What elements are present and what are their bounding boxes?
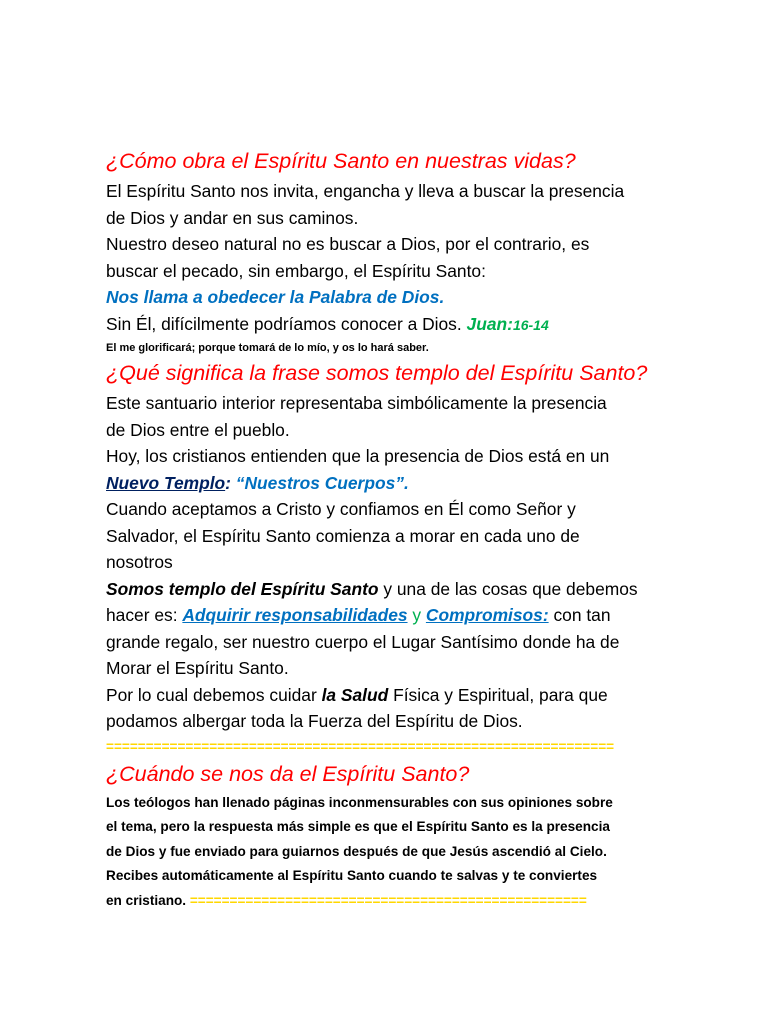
closing-text: Sin Él, difícilmente podríamos conocer a Dios. xyxy=(106,313,467,334)
paragraph-line: podamos albergar toda la Fuerza del Espíritu de Dios. xyxy=(106,711,523,731)
last-line xyxy=(106,889,706,914)
somos-templo-line xyxy=(106,576,706,603)
somos-templo-text: Somos templo del Espíritu Santo xyxy=(106,578,379,599)
last-text: en cristiano. xyxy=(106,892,190,908)
paragraph-line: Este santuario interior representaba simbólicamente la presencia xyxy=(106,393,607,413)
paragraph-line: Salvador, el Espíritu Santo comienza a morar en cada uno de xyxy=(106,525,580,546)
heading-que-significa: ¿Qué significa la frase somos templo del Espíritu Santo? xyxy=(106,361,648,385)
paragraph-line: grande regalo, ser nuestro cuerpo el Lugar Santísimo donde ha de xyxy=(106,631,620,652)
fisica-text: Física y Espiritual, para que xyxy=(388,684,608,705)
heading-como-obra: ¿Cómo obra el Espíritu Santo en nuestras vidas? xyxy=(106,149,576,173)
hacer-es-line xyxy=(106,602,706,629)
salud-line xyxy=(106,682,706,709)
y-text: y xyxy=(407,605,426,625)
paragraph-line: Hoy, los cristianos entienden que la presencia de Dios está en un xyxy=(106,446,610,466)
paragraph-line: de Dios y fue enviado para guiarnos después de que Jesús ascendió al Cielo. xyxy=(106,843,607,859)
nuestros-cuerpos-text: “Nuestros Cuerpos”. xyxy=(235,472,409,493)
nuevo-templo-text: Nuevo Templo xyxy=(106,472,226,493)
verse-quote: El me glorificará; porque tomará de lo mío, y os lo hará saber. xyxy=(106,342,429,354)
heading-cuando: ¿Cuándo se nos da el Espíritu Santo? xyxy=(106,761,470,786)
somos-rest-text: y una de las cosas que debemos xyxy=(378,578,638,599)
paragraph-line: Nuestro deseo natural no es buscar a Dios, por el contrario, es xyxy=(106,234,590,254)
paragraph-line: de Dios y andar en sus caminos. xyxy=(106,207,359,228)
separator: ================================================================ xyxy=(106,738,615,754)
paragraph-line: El Espíritu Santo nos invita, engancha y lleva a buscar la presencia xyxy=(106,181,625,201)
document-body xyxy=(106,146,706,913)
reference-book: Juan: xyxy=(466,313,513,334)
closing-line xyxy=(106,311,706,339)
con-tan-text: con tan xyxy=(548,605,611,625)
paragraph-line: Cuando aceptamos a Cristo y confiamos en Él como Señor y xyxy=(106,499,576,519)
paragraph-line: buscar el pecado, sin embargo, el Espíritu Santo: xyxy=(106,260,486,281)
paragraph-line: nosotros xyxy=(106,552,173,572)
adquirir-link: Adquirir responsabilidades xyxy=(182,605,408,625)
reference-verse: 16-14 xyxy=(512,316,549,333)
por-lo-cual-text: Por lo cual debemos cuidar xyxy=(106,684,322,705)
paragraph-line: de Dios entre el pueblo. xyxy=(106,419,290,440)
la-salud-text: la Salud xyxy=(321,684,389,705)
paragraph-line: Morar el Espíritu Santo. xyxy=(106,658,289,678)
colon-text: : xyxy=(225,472,236,493)
paragraph-line: el tema, pero la respuesta más simple es que el Espíritu Santo es la presencia xyxy=(106,819,610,835)
last-separator: ================================================== xyxy=(189,892,587,908)
hacer-es-text: hacer es: xyxy=(106,605,183,625)
paragraph-line: Recibes automáticamente al Espíritu Santo cuando te salvas y te conviertes xyxy=(106,868,598,884)
compromisos-link: Compromisos: xyxy=(425,605,549,625)
paragraph-line: Los teólogos han llenado páginas inconmensurables con sus opiniones sobre xyxy=(106,794,613,810)
emphasis-line: Nos llama a obedecer la Palabra de Dios. xyxy=(106,287,445,307)
nuevo-templo-line xyxy=(106,470,706,497)
